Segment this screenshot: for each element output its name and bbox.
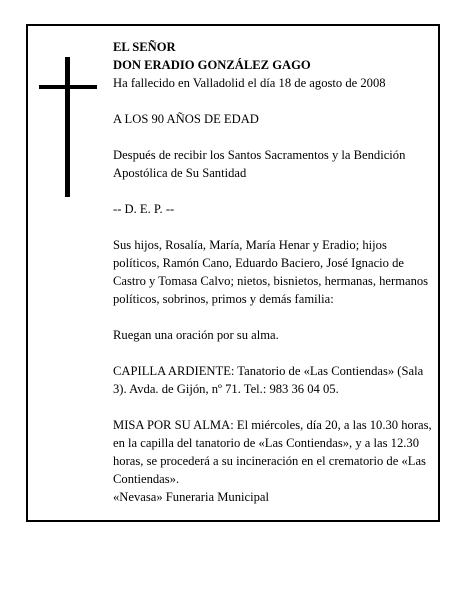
sacraments-paragraph: Después de recibir los Santos Sacramentos y la Bendición Apostólica de Su Santidad	[113, 148, 406, 180]
obituary-text	[113, 38, 433, 506]
cross-vertical-bar	[65, 57, 70, 197]
chapel-info: CAPILLA ARDIENTE: Tanatorio de «Las Contiendas» (Sala 3). Avda. de Gijón, nº 71. Tel.: 983 36 04 05.	[113, 364, 424, 396]
family-paragraph: Sus hijos, Rosalía, María, María Henar y Eradio; hijos políticos, Ramón Cano, Eduardo Baciero, José Ignacio de Castro y Tomasa Calvo; nietos, bisnietos, hermanas, hermanos políticos, sobrinos, primos y demás familia:	[113, 238, 429, 306]
cross-horizontal-bar	[39, 85, 97, 89]
title-line-1: EL SEÑOR	[113, 40, 176, 54]
rip-line: -- D. E. P. --	[113, 202, 175, 216]
mass-info: MISA POR SU ALMA: El miércoles, día 20, a las 10.30 horas, en la capilla del tanatorio de «Las Contiendas», y a las 12.30 horas, se procederá a su incineración en el crematorio de «Las Contiendas».	[113, 418, 432, 486]
deceased-name: DON ERADIO GONZÁLEZ GAGO	[113, 58, 311, 72]
prayer-request: Ruegan una oración por su alma.	[113, 328, 279, 342]
death-announcement: Ha fallecido en Valladolid el día 18 de agosto de 2008	[113, 76, 386, 90]
funeral-home: «Nevasa» Funeraria Municipal	[113, 490, 269, 504]
age-line: A LOS 90 AÑOS DE EDAD	[113, 112, 259, 126]
